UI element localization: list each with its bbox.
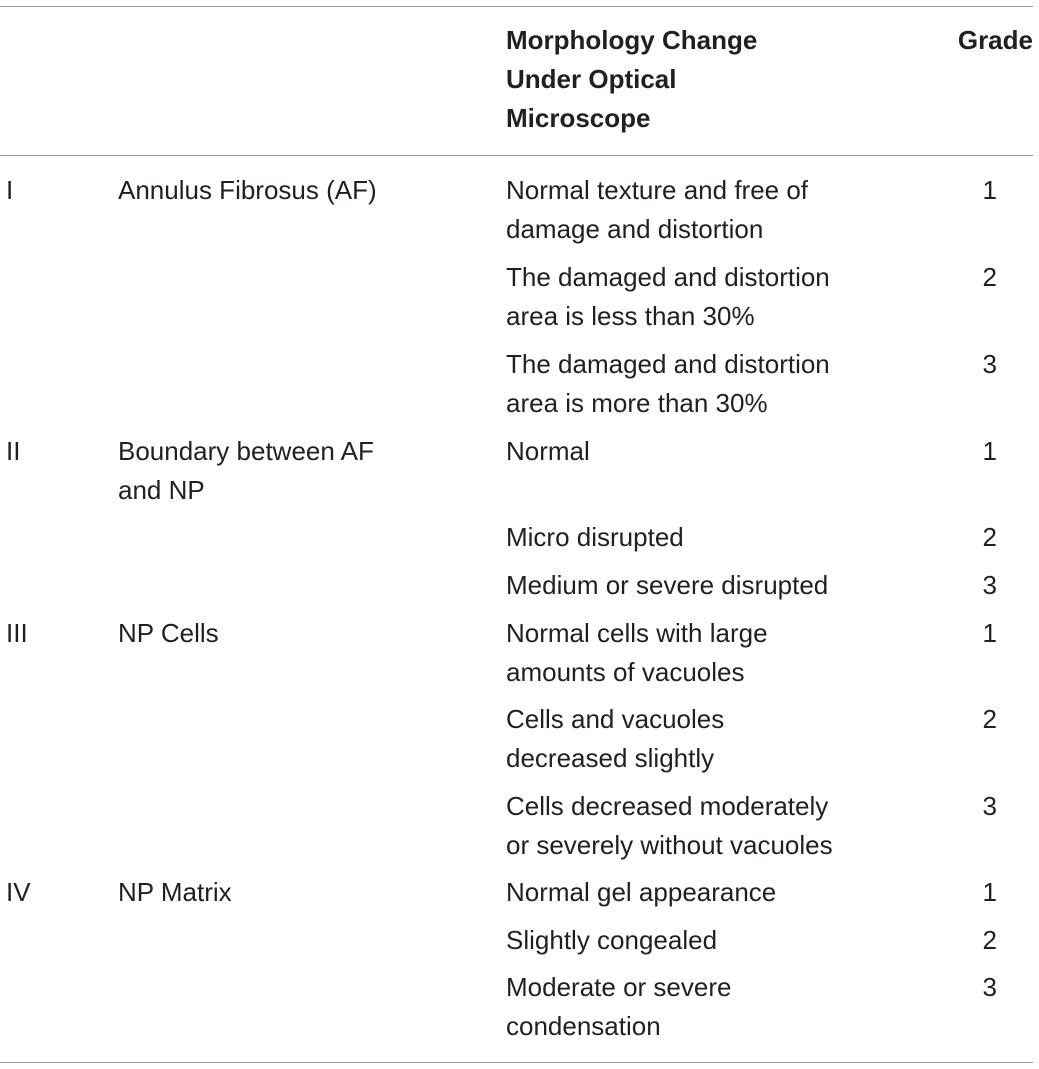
- grade-cell: 3: [982, 972, 997, 1002]
- grade-cell: 2: [982, 262, 997, 292]
- grade-cell: 1: [982, 877, 997, 907]
- grade-cell: 3: [982, 570, 997, 600]
- morphology-cell: Slightly congealed: [506, 925, 718, 955]
- morphology-cell: Cells and vacuoles decreased slightly: [506, 704, 725, 773]
- grade-cell: 1: [982, 175, 997, 205]
- morphology-cell: Moderate or severe condensation: [506, 972, 732, 1041]
- group-roman: II: [6, 436, 21, 466]
- morphology-cell: Normal: [506, 436, 590, 466]
- morphology-cell: Normal cells with large amounts of vacuoles: [506, 618, 768, 687]
- grade-cell: 2: [982, 925, 997, 955]
- grade-cell: 2: [982, 522, 997, 552]
- group-roman: I: [6, 175, 14, 205]
- header-grade: Grade: [957, 25, 1033, 55]
- header-rule: [0, 155, 1033, 156]
- grade-cell: 1: [982, 436, 997, 466]
- morphology-cell: Normal gel appearance: [506, 877, 777, 907]
- group-roman: III: [6, 618, 28, 648]
- group-item: NP Matrix: [118, 877, 232, 907]
- group-item: Annulus Fibrosus (AF): [118, 175, 377, 205]
- grade-cell: 2: [982, 704, 997, 734]
- morphology-cell: Micro disrupted: [506, 522, 684, 552]
- table-bottom-rule: [0, 1062, 1033, 1063]
- grade-cell: 1: [982, 618, 997, 648]
- group-item: Boundary between AF and NP: [118, 436, 374, 505]
- group-item: NP Cells: [118, 618, 219, 648]
- group-roman: IV: [6, 877, 31, 907]
- grade-cell: 3: [982, 349, 997, 379]
- grade-cell: 3: [982, 791, 997, 821]
- header-morphology: Morphology Change Under Optical Microscope: [506, 25, 758, 133]
- morphology-cell: Cells decreased moderately or severely without vacuoles: [506, 791, 833, 860]
- table-top-rule: [0, 6, 1033, 7]
- morphology-cell: The damaged and distortion area is more than 30%: [506, 349, 830, 418]
- morphology-cell: The damaged and distortion area is less than 30%: [506, 262, 830, 331]
- morphology-cell: Medium or severe disrupted: [506, 570, 829, 600]
- morphology-cell: Normal texture and free of damage and distortion: [506, 175, 809, 244]
